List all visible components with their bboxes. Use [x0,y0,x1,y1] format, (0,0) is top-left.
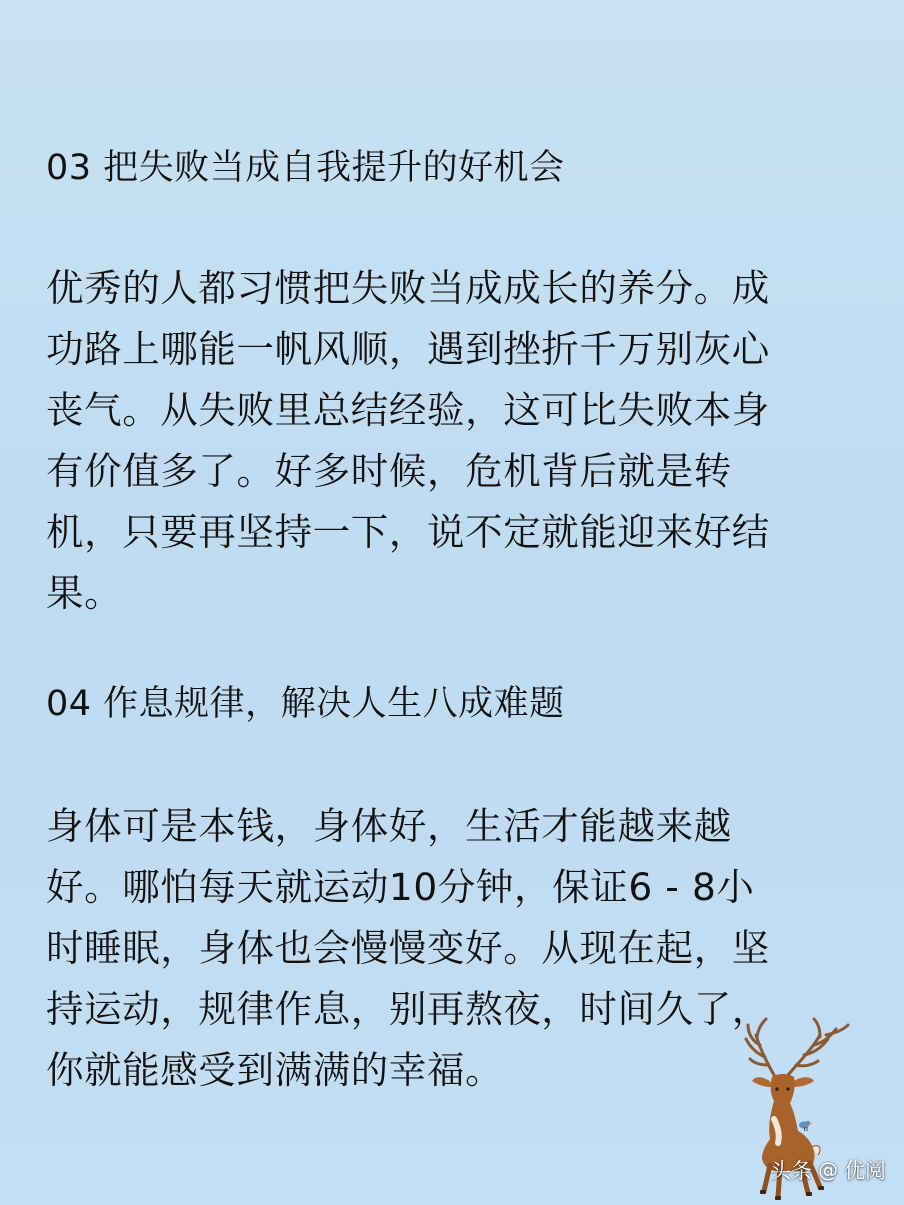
paragraph-line: 好。哪怕每天就运动10分钟，保证6 - 8小 [46,865,755,909]
section-heading-03: 03 把失败当成自我提升的好机会 [46,148,565,188]
paragraph-line: 果。 [46,571,123,615]
paragraph-line: 身体可是本钱，身体好，生活才能越来越 [46,804,732,848]
watermark-at-symbol: @ [818,1158,838,1182]
watermark-author: 优阅 [844,1159,886,1183]
deer-antlers [746,1019,848,1075]
paragraph-line: 机，只要再坚持一下，说不定就能迎来好结 [46,510,770,554]
section-paragraph-03 [46,258,866,624]
paragraph-line: 有价值多了。好多时候，危机背后就是转 [46,449,732,493]
deer-ear-right [792,1077,814,1087]
bird-icon [799,1121,813,1131]
paragraph-line: 优秀的人都习惯把失败当成成长的养分。成 [46,266,770,310]
paragraph-line: 你就能感受到满满的幸福。 [46,1048,504,1092]
paragraph-line: 时睡眠，身体也会慢慢变好。从现在起，坚 [46,926,770,970]
watermark-platform: 头条 [770,1159,812,1183]
watermark [770,1155,886,1185]
deer-ear-left [752,1077,772,1087]
paragraph-line: 功路上哪能一帆风顺，遇到挫折千万别灰心 [46,327,770,371]
paragraph-line: 丧气。从失败里总结经验，这可比失败本身 [46,388,770,432]
section-heading-04: 04 作息规律，解决人生八成难题 [46,684,565,724]
paragraph-line: 持运动，规律作息，别再熬夜，时间久了， [46,987,770,1031]
